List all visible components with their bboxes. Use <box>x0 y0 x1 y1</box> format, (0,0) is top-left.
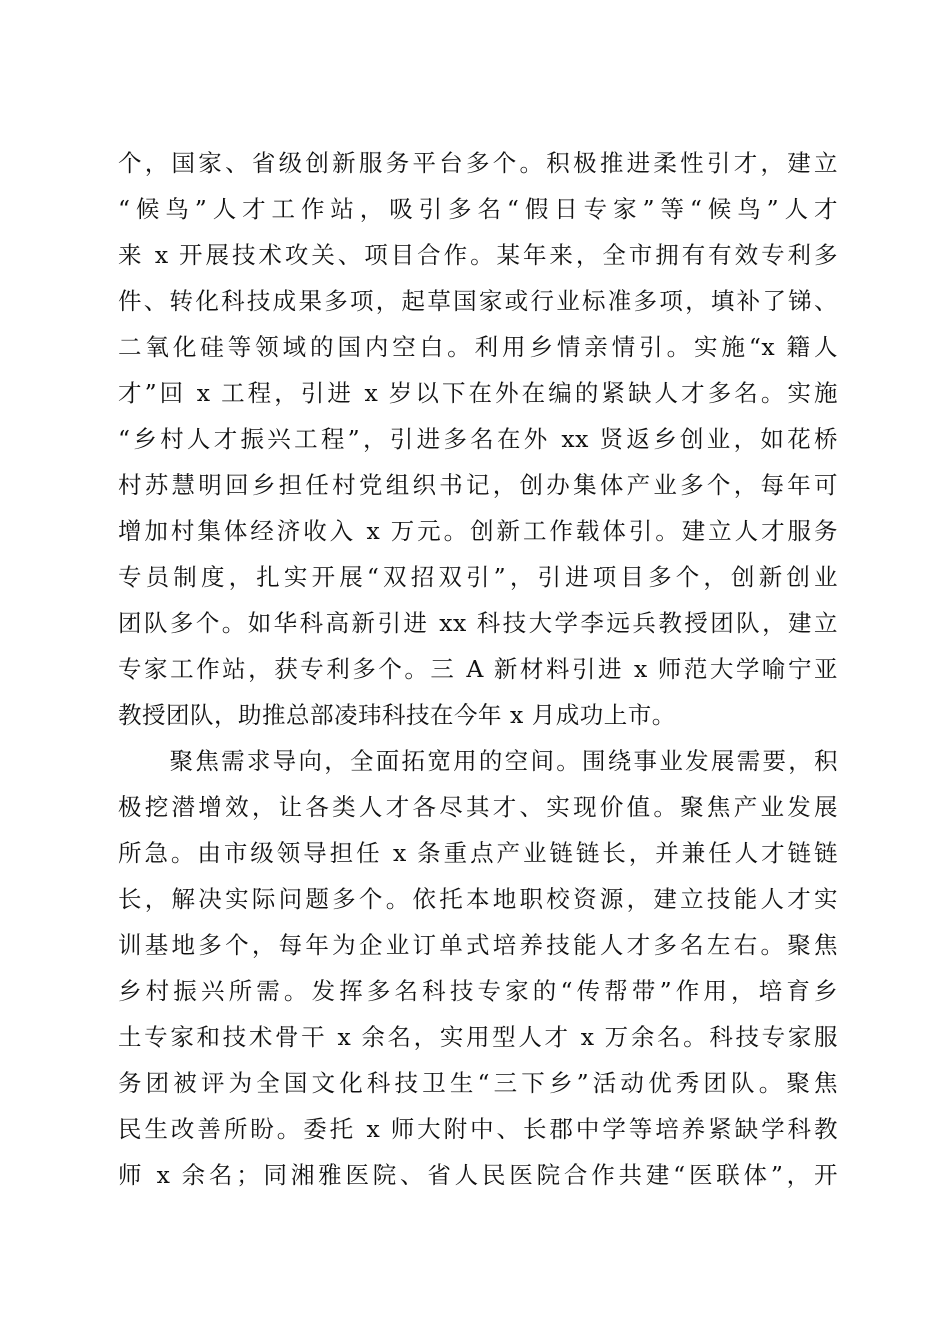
paragraph-2 <box>118 738 838 1198</box>
text-line: 才”回 x 工程，引进 x 岁以下在外在编的紧缺人才多名。实施 <box>118 379 838 407</box>
text-line: 教授团队，助推总部凌玮科技在今年 x 月成功上市。 <box>118 701 676 729</box>
text-line: 民生改善所盼。委托 x 师大附中、长郡中学等培养紧缺学科教 <box>118 1115 838 1143</box>
text-line: 专家工作站，获专利多个。三 A 新材料引进 x 师范大学喻宁亚 <box>118 655 838 683</box>
text-line: “乡村人才振兴工程”，引进多名在外 xx 贤返乡创业，如花桥 <box>118 425 838 453</box>
text-line: 所急。由市级领导担任 x 条重点产业链链长，并兼任人才链链 <box>118 839 838 867</box>
text-line: 乡村振兴所需。发挥多名科技专家的“传帮带”作用，培育乡 <box>118 977 838 1005</box>
text-line: 务团被评为全国文化科技卫生“三下乡”活动优秀团队。聚焦 <box>118 1069 838 1097</box>
text-line: 来 x 开展技术攻关、项目合作。某年来，全市拥有有效专利多 <box>118 241 838 269</box>
text-line: 增加村集体经济收入 x 万元。创新工作载体引。建立人才服务 <box>118 517 838 545</box>
text-line: 村苏慧明回乡担任村党组织书记，创办集体产业多个，每年可 <box>118 471 838 499</box>
text-line: 长，解决实际问题多个。依托本地职校资源，建立技能人才实 <box>118 885 838 913</box>
text-line: 土专家和技术骨干 x 余名，实用型人才 x 万余名。科技专家服 <box>118 1023 838 1051</box>
text-line: 聚焦需求导向，全面拓宽用的空间。围绕事业发展需要，积 <box>118 747 838 775</box>
text-line: 件、转化科技成果多项，起草国家或行业标准多项，填补了锑、 <box>118 287 838 315</box>
text-line: 二氧化硅等领域的国内空白。利用乡情亲情引。实施“x 籍人 <box>118 333 838 361</box>
text-line: “候鸟”人才工作站，吸引多名“假日专家”等“候鸟”人才 <box>118 195 838 223</box>
text-line: 团队多个。如华科高新引进 xx 科技大学李远兵教授团队，建立 <box>118 609 838 637</box>
text-line: 专员制度，扎实开展“双招双引”，引进项目多个，创新创业 <box>118 563 838 591</box>
text-line: 个，国家、省级创新服务平台多个。积极推进柔性引才，建立 <box>118 149 838 177</box>
text-line: 训基地多个，每年为企业订单式培养技能人才多名左右。聚焦 <box>118 931 838 959</box>
paragraph-1 <box>118 140 838 738</box>
text-line: 师 x 余名；同湘雅医院、省人民医院合作共建“医联体”，开 <box>118 1161 838 1189</box>
text-line: 极挖潜增效，让各类人才各尽其才、实现价值。聚焦产业发展 <box>118 793 838 821</box>
